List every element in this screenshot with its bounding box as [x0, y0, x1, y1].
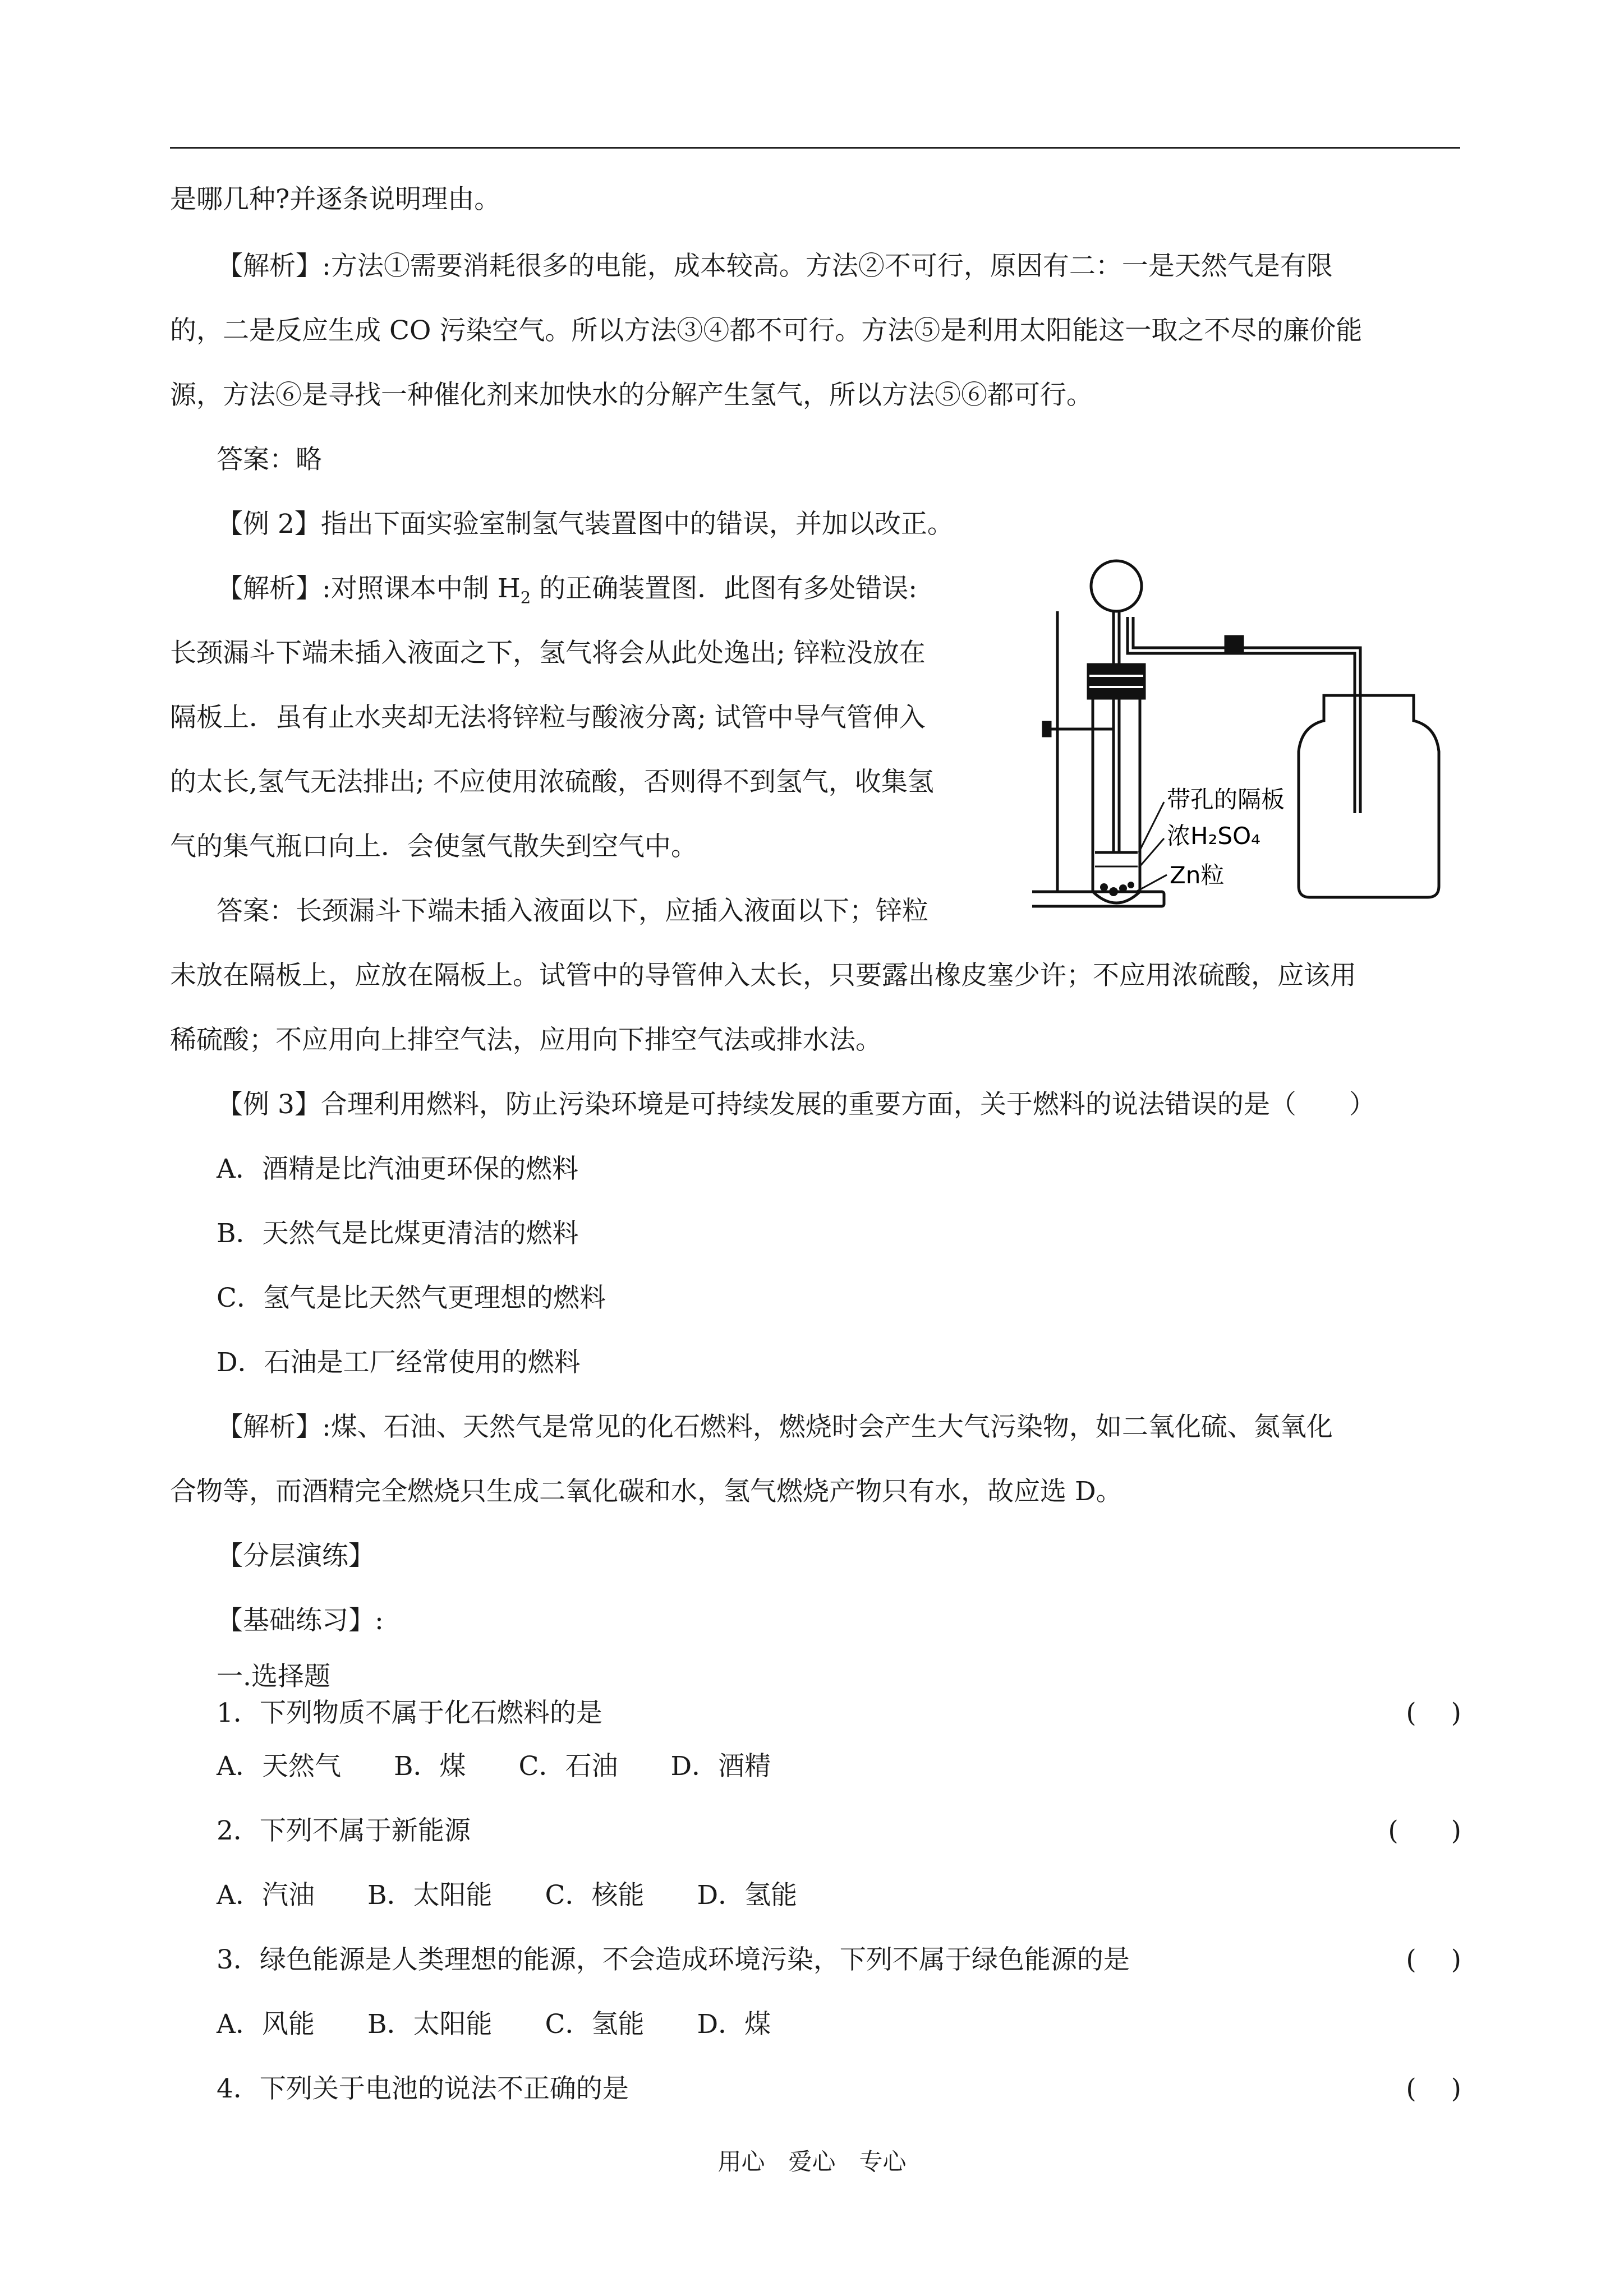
example-heading: 【例 3】合理利用燃料，防止污染环境是可持续发展的重要方面，关于燃料的说法错误的是（ ） [217, 1089, 1375, 1120]
text-line: 是哪几种?并逐条说明理由。 [170, 184, 501, 215]
label-acid: 浓H₂SO₄ [1167, 822, 1260, 850]
section-heading: 一.选择题 [217, 1661, 330, 1692]
text-line: 合物等，而酒精完全燃烧只生成二氧化碳和水，氢气燃烧产物只有水，故应选 D。 [170, 1476, 1122, 1507]
answer-bracket: ( ) [1406, 2073, 1461, 2104]
text-line: 未放在隔板上，应放在隔板上。试管中的导管伸入太长，只要露出橡皮塞少许；不应用浓硫酸，应该用 [170, 960, 1356, 991]
text-line: 【解析】:方法①需要消耗很多的电能，成本较高。方法②不可行，原因有二：一是天然气是有限 [217, 251, 1333, 282]
option-line: D．石油是工厂经常使用的燃料 [217, 1347, 581, 1378]
option-line: A．酒精是比汽油更环保的燃料 [217, 1154, 578, 1184]
text-segment: 的正确装置图．此图有多处错误: [531, 573, 918, 604]
page-footer: 用心 爱心 专心 [717, 2148, 907, 2175]
funnel-bulb [1091, 561, 1142, 611]
example-heading: 【例 2】指出下面实验室制氢气装置图中的错误，并加以改正。 [217, 509, 954, 540]
header-rule [170, 147, 1460, 149]
text-line: 【解析】:煤、石油、天然气是常见的化石燃料，燃烧时会产生大气污染物，如二氧化硫、氮氧化 [217, 1412, 1333, 1442]
text-line [217, 572, 917, 614]
hydrogen-apparatus-figure [1032, 555, 1481, 920]
section-heading: 【基础练习】: [217, 1605, 384, 1636]
option-line: A．风能 B．太阳能 C．氢能 D．煤 [217, 2009, 771, 2040]
text-line: 气的集气瓶口向上．会使氢气散失到空气中。 [170, 831, 697, 862]
text-segment: 【解析】:对照课本中制 H [217, 573, 521, 604]
question-line: 1．下列物质不属于化石燃料的是 [217, 1698, 602, 1728]
option-line: B．天然气是比煤更清洁的燃料 [217, 1218, 579, 1249]
text-line: 长颈漏斗下端未插入液面之下，氢气将会从此处逸出; 锌粒没放在 [170, 638, 926, 668]
option-line: C．氢气是比天然气更理想的燃料 [217, 1283, 606, 1313]
leader-line [1139, 838, 1164, 868]
zinc-granule [1109, 887, 1118, 896]
leader-line [1139, 802, 1164, 852]
text-line: 源，方法⑥是寻找一种催化剂来加快水的分解产生氢气，所以方法⑤⑥都可行。 [170, 380, 1093, 411]
question-line: 4．下列关于电池的说法不正确的是 [217, 2073, 629, 2104]
text-line: 的太长,氢气无法排出; 不应使用浓硫酸，否则得不到氢气，收集氢 [170, 767, 934, 797]
text-line: 的，二是反应生成 CO 污染空气。所以方法③④都不可行。方法⑤是利用太阳能这一取之不尽的廉价能 [170, 315, 1363, 346]
zinc-granule [1119, 884, 1127, 892]
answer-bracket: ( ) [1406, 1944, 1461, 1975]
delivery-tube [1133, 617, 1360, 813]
section-heading: 【分层演练】 [217, 1541, 375, 1571]
text-line: 隔板上．虽有止水夹却无法将锌粒与酸液分离; 试管中导气管伸入 [170, 702, 926, 733]
label-perforated-plate: 带孔的隔板 [1167, 786, 1285, 813]
question-line: 2．下列不属于新能源 [217, 1815, 471, 1846]
answer-bracket: ( ) [1406, 1698, 1461, 1728]
test-tube [1093, 687, 1140, 903]
rubber-stopper [1088, 665, 1144, 698]
answer-bracket: ( ) [1388, 1815, 1461, 1846]
zinc-granule [1128, 882, 1134, 888]
zinc-granule [1100, 883, 1108, 891]
label-zinc: Zn粒 [1170, 861, 1225, 889]
gas-collecting-bottle [1299, 695, 1439, 897]
clamp-knob [1043, 722, 1050, 736]
option-line: A．天然气 B．煤 C．石油 D．酒精 [217, 1751, 771, 1782]
text-line: 稀硫酸；不应用向上排空气法，应用向下排空气法或排水法。 [170, 1025, 882, 1055]
stand-base [1032, 892, 1164, 906]
question-line: 3．绿色能源是人类理想的能源，不会造成环境污染，下列不属于绿色能源的是 [217, 1944, 1130, 1975]
answer-line: 答案：略 [217, 444, 322, 475]
subscript: 2 [520, 588, 531, 607]
pinch-clamp [1226, 637, 1243, 651]
option-line: A．汽油 B．太阳能 C．核能 D．氢能 [217, 1880, 798, 1911]
answer-line: 答案：长颈漏斗下端未插入液面以下，应插入液面以下；锌粒 [217, 896, 928, 926]
